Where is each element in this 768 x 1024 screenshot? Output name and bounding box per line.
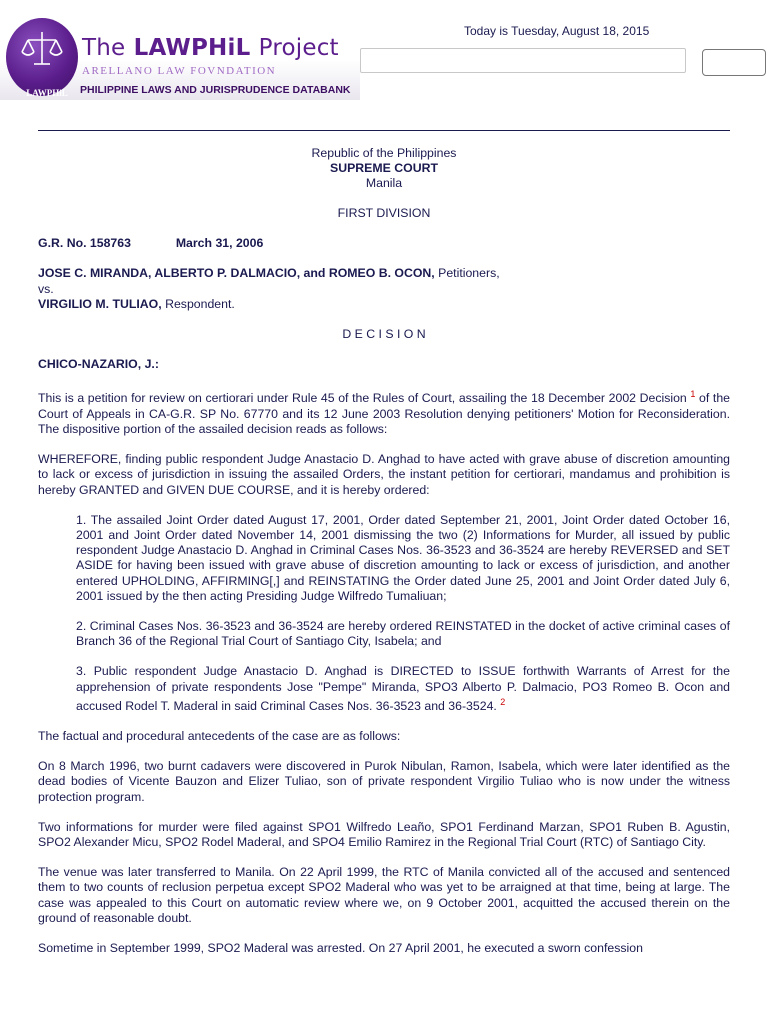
- paragraph-wherefore: WHEREFORE, finding public respondent Judge Anastacio D. Anghad to have acted with grave abuse of discretion amounting to lack or excess of jurisdiction in issuing the assailed Orders, the instant petition for certiorari, mandamus and prohibition is hereby GRANTED and GIVEN DUE COURSE, and it is hereby ordered:: [38, 452, 730, 497]
- division-title: FIRST DIVISION: [337, 206, 431, 220]
- brand-subtitle: ARELLANO LAW FOVNDATION: [82, 65, 277, 77]
- search-button[interactable]: [702, 49, 766, 76]
- scales-of-justice-icon: [6, 18, 78, 96]
- header-divider: [38, 130, 730, 131]
- case-date: March 31, 2006: [175, 236, 264, 251]
- petitioners-label: Petitioners,: [434, 266, 500, 281]
- footnote-2-link[interactable]: 2: [500, 696, 506, 707]
- ordered-item-3-text: 3. Public respondent Judge Anastacio D. Anghad is DIRECTED to ISSUE forthwith Warrants of Arrest for the apprehension of private respondents Jose "Pempe" Miranda, SPO3 Alberto P. Dalmacio, PO3 Romeo B. Ocon and accused Rodel T. Maderal in said Criminal Cases Nos. 36-3523 and 36-3524.: [76, 664, 730, 713]
- versus: vs.: [38, 281, 54, 296]
- brand-the: The: [82, 35, 126, 61]
- paragraph-cadavers: On 8 March 1996, two burnt cadavers were discovered in Purok Nibulan, Ramon, Isabela, which were later identified as the dead bodies of Vicente Bauzon and Elizer Tuliao, son of private respondent Virgilio Tuliao who is now under the witness protection program.: [38, 759, 730, 804]
- decision-document: [38, 146, 730, 956]
- respondent-name: VIRGILIO M. TULIAO,: [38, 296, 162, 311]
- paragraph-venue: The venue was later transferred to Manila. On 22 April 1999, the RTC of Manila convicted all of the accused and sentenced them to two counts of reclusion perpetua except SPO2 Maderal who was yet to be arraigned at that time, being at large. The case was appealed to this Court on automatic review where we, on 9 October 2001, acquitted the accused therein on the ground of reasonable doubt.: [38, 865, 730, 925]
- paragraph-arrest: Sometime in September 1999, SPO2 Maderal was arrested. On 27 April 2001, he executed a sworn confession: [38, 941, 643, 956]
- footnote-1-link[interactable]: 1: [690, 389, 696, 400]
- lawphil-seal-logo[interactable]: [6, 18, 78, 96]
- ordered-item-3: [76, 664, 730, 714]
- ponente: CHICO-NAZARIO, J.:: [38, 357, 159, 372]
- court-location: Manila: [365, 176, 403, 190]
- brand-project: Project: [258, 35, 339, 61]
- brand-tagline: PHILIPPINE LAWS AND JURISPRUDENCE DATABANK: [80, 84, 351, 96]
- site-header: [0, 0, 768, 110]
- today-date: Today is Tuesday, August 18, 2015: [464, 24, 650, 38]
- petitioners-names: JOSE C. MIRANDA, ALBERTO P. DALMACIO, and ROMEO B. OCON,: [38, 266, 435, 281]
- court-republic: Republic of the Philippines: [311, 146, 457, 160]
- paragraph-informations: Two informations for murder were filed against SPO1 Wilfredo Leaño, SPO1 Ferdinand Marzan, SPO1 Ruben B. Agustin, SPO2 Alexander Micu, SPO2 Rodel Maderal, and SPO4 Emilio Ramirez in the Regional Trial Court (RTC) of Santiago City.: [38, 819, 730, 850]
- gr-number: G.R. No. 158763: [38, 236, 131, 251]
- court-name: SUPREME COURT: [330, 161, 438, 175]
- petitioners-line: [38, 266, 730, 281]
- paragraph-intro-text-a: This is a petition for review on certiorari under Rule 45 of the Rules of Court, assailing the 18 December 2002 Decision: [38, 391, 691, 406]
- parties: [38, 266, 730, 312]
- respondent-line: [38, 297, 730, 312]
- paragraph-intro: [38, 387, 730, 437]
- respondent-label: Respondent.: [161, 296, 235, 311]
- brand-title[interactable]: [82, 35, 339, 61]
- brand-name: LAWPHiL: [133, 35, 251, 61]
- court-heading: [38, 146, 730, 191]
- decision-title: D E C I S I O N: [342, 327, 426, 342]
- search-input[interactable]: [360, 48, 686, 73]
- ordered-item-1: 1. The assailed Joint Order dated August 17, 2001, Order dated September 21, 2001, Joint Order dated October 16, 2001 and Joint Order dated November 14, 2001 dismissing the two (2) Informations for Murder, all issued by public respondent Judge Anastacio D. Anghad in Criminal Cases Nos. 36-3523 and 36-3524 are hereby REVERSED and SET ASIDE for having been issued with grave abuse of discretion amounting to lack or excess of jurisdiction, and another entered UPHOLDING, AFFIRMING[,] and REINSTATING the Order dated June 25, 2001 and Joint Order dated July 6, 2001 issued by the then acting Presiding Judge Wilfredo Tumaliuan;: [76, 512, 730, 603]
- case-number-line: [38, 236, 730, 251]
- logo-caption: LAWPHiL: [26, 88, 68, 98]
- paragraph-antecedents: The factual and procedural antecedents of the case are as follows:: [38, 729, 401, 744]
- paragraph-intro-text-b: of the Court of Appeals in CA-G.R. SP No. 67770 and its 12 June 2003 Resolution denying petitioners' Motion for Reconsideration. The dispositive portion of the assailed decision reads as follows:: [38, 391, 730, 436]
- ordered-item-2: 2. Criminal Cases Nos. 36-3523 and 36-3524 are hereby ordered REINSTATED in the docket of active criminal cases of Branch 36 of the Regional Trial Court of Santiago City, Isabela; and: [76, 618, 730, 649]
